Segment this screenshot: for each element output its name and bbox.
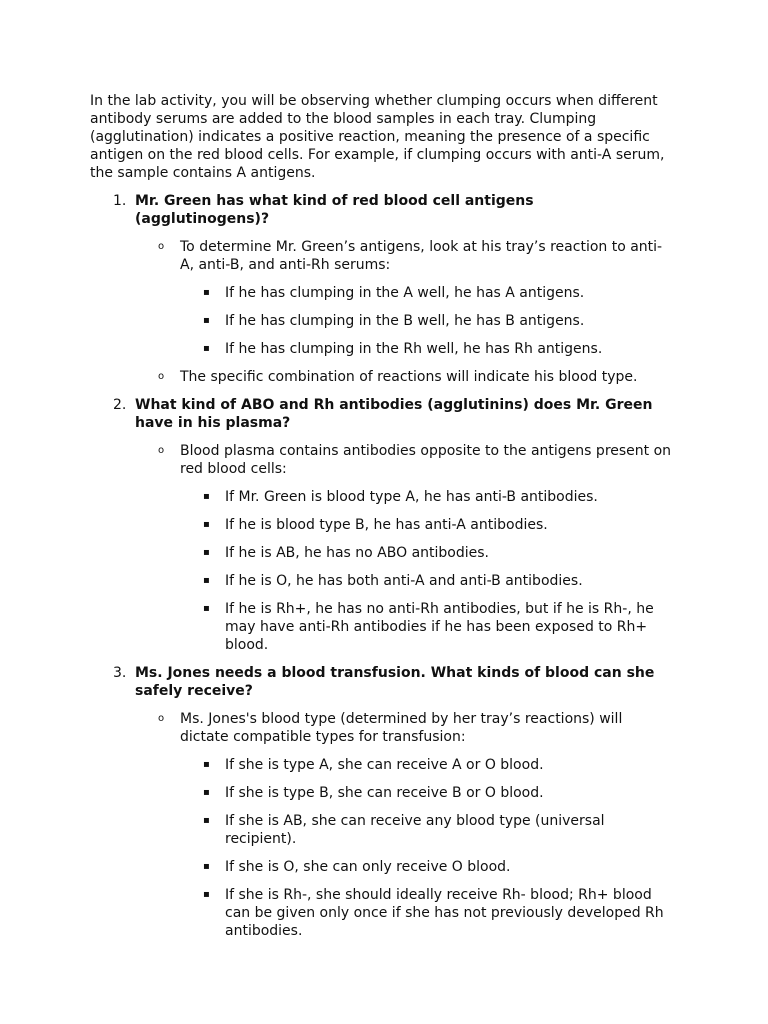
list-item [90,756,680,774]
list-item-text: If she is type B, she can receive B or O blood. [225,785,544,801]
square-bullet-icon: ▪ [203,759,210,770]
sub-item-text: The specific combination of reactions will indicate his blood type. [180,369,638,385]
list-item [90,572,680,590]
sub-item-text: To determine Mr. Green’s antigens, look at his tray’s reaction to anti-A, anti-B, and anti-Rh serums: [180,239,663,273]
question-text: What kind of ABO and Rh antibodies (agglutinins) does Mr. Green have in his plasma? [135,397,653,431]
list-item-text: If she is type A, she can receive A or O blood. [225,757,544,773]
square-bullet-icon: ▪ [203,315,210,326]
question-text: Mr. Green has what kind of red blood cell antigens (agglutinogens)? [135,193,534,227]
question-1 [90,192,680,228]
list-item-text: If he is Rh+, he has no anti-Rh antibodies, but if he is Rh-, he may have anti-Rh antibodies if he has been exposed to Rh+ blood. [225,601,654,653]
question-text: Ms. Jones needs a blood transfusion. What kinds of blood can she safely receive? [135,665,655,699]
circle-bullet-icon: o [158,371,165,382]
square-bullet-icon: ▪ [203,287,210,298]
square-bullet-icon: ▪ [203,815,210,826]
sub-item [90,442,680,478]
question-number: 2. [113,397,127,413]
list-item-text: If he has clumping in the Rh well, he has Rh antigens. [225,341,603,357]
square-bullet-icon: ▪ [203,547,210,558]
question-number: 1. [113,193,127,209]
square-bullet-icon: ▪ [203,603,210,614]
circle-bullet-icon: o [158,241,165,252]
list-item-text: If he is AB, he has no ABO antibodies. [225,545,490,561]
circle-bullet-icon: o [158,445,165,456]
square-bullet-icon: ▪ [203,343,210,354]
circle-bullet-icon: o [158,713,165,724]
list-item-text: If he is blood type B, he has anti-A antibodies. [225,517,548,533]
sub-item-text: Blood plasma contains antibodies opposite to the antigens present on red blood cells: [180,443,672,477]
list-item [90,886,680,940]
list-item [90,516,680,534]
square-bullet-icon: ▪ [203,787,210,798]
square-bullet-icon: ▪ [203,491,210,502]
question-3 [90,664,680,700]
list-item [90,284,680,302]
list-item [90,858,680,876]
list-item-text: If she is AB, she can receive any blood type (universal recipient). [225,813,605,847]
list-item [90,784,680,802]
square-bullet-icon: ▪ [203,519,210,530]
sub-item [90,710,680,746]
list-item-text: If she is Rh-, she should ideally receive Rh- blood; Rh+ blood can be given only once if she has not previously developed Rh antibodies. [225,887,664,939]
question-number: 3. [113,665,127,681]
list-item-text: If she is O, she can only receive O blood. [225,859,511,875]
list-item [90,600,680,654]
question-2 [90,396,680,432]
square-bullet-icon: ▪ [203,861,210,872]
list-item [90,544,680,562]
list-item-text: If he has clumping in the A well, he has A antigens. [225,285,585,301]
sub-item-text: Ms. Jones's blood type (determined by her tray’s reactions) will dictate compatible types for transfusion: [180,711,623,745]
list-item [90,812,680,848]
list-item-text: If Mr. Green is blood type A, he has anti-B antibodies. [225,489,598,505]
sub-item [90,238,680,274]
intro-paragraph: In the lab activity, you will be observing whether clumping occurs when different antibody serums are added to the blood samples in each tray. Clumping (agglutination) indicates a positive reaction, meaning the presence of a specific antigen on the red blood cells. For example, if clumping occurs with anti-A serum, the sample contains A antigens. [90,93,665,181]
square-bullet-icon: ▪ [203,889,210,900]
square-bullet-icon: ▪ [203,575,210,586]
list-item [90,488,680,506]
list-item-text: If he has clumping in the B well, he has B antigens. [225,313,585,329]
document-page [90,92,680,940]
list-item-text: If he is O, he has both anti-A and anti-B antibodies. [225,573,583,589]
sub-item [90,368,680,386]
list-item [90,340,680,358]
list-item [90,312,680,330]
